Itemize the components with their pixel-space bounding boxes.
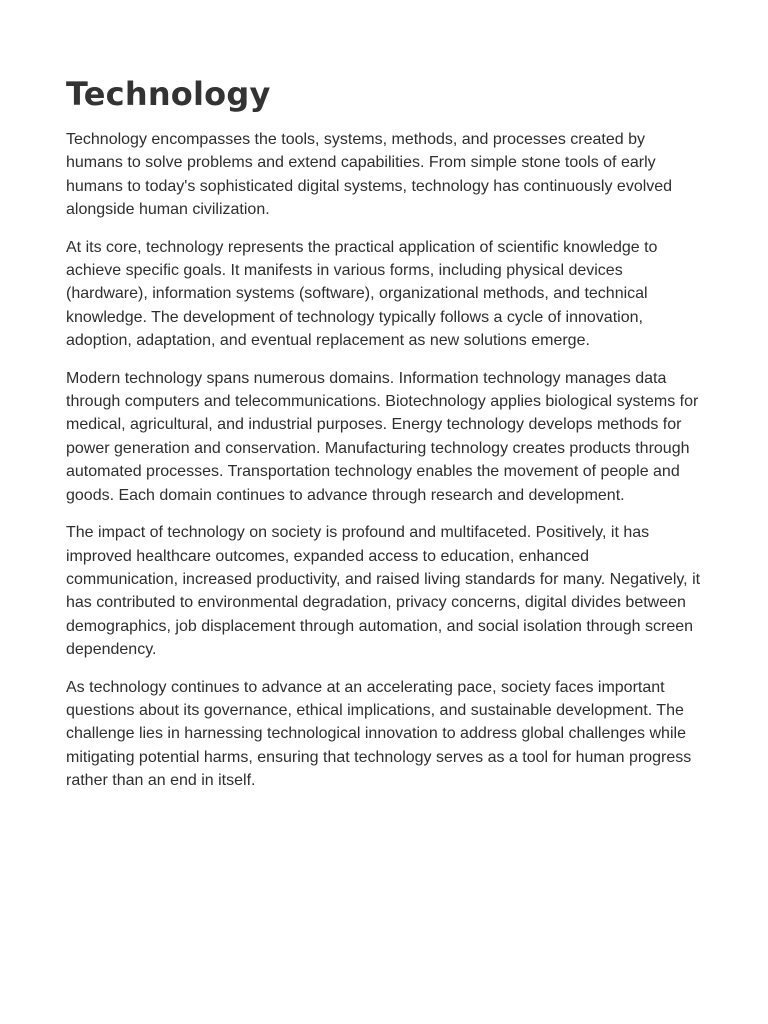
page-title: Technology — [66, 75, 271, 113]
paragraph-core-definition: At its core, technology represents the practical application of scientific knowledge to achieve specific goals. It manifests in various forms, including physical devices (hardware), information systems (software), organizational methods, and technical knowledge. The development of technology typically follows a cycle of innovation, adoption, adaptation, and eventual replacement as new solutions emerge. — [66, 238, 658, 350]
paragraph-introduction: Technology encompasses the tools, systems, methods, and processes created by humans to solve problems and extend capabilities. From simple stone tools of early humans to today's sophisticated digital systems, technology has continuously evolved alongside human civilization. — [66, 131, 673, 219]
paragraph-societal-impact: The impact of technology on society is profound and multifaceted. Positively, it has improved healthcare outcomes, expanded access to education, enhanced communication, increased productivity, and raised living standards for many. Negatively, it has contributed to environmental degradation, privacy concerns, digital divides between demographics, job displacement through automation, and social isolation through screen dependency. — [66, 524, 701, 659]
paragraph-future-challenges: As technology continues to advance at an accelerating pace, society faces important questions about its governance, ethical implications, and sustainable development. The challenge lies in harnessing technological innovation to address global challenges while mitigating potential harms, ensuring that technology serves as a tool for human progress rather than an end in itself. — [66, 678, 692, 790]
paragraph-modern-domains: Modern technology spans numerous domains. Information technology manages data through computers and telecommunications. Biotechnology applies biological systems for medical, agricultural, and industrial purposes. Energy technology develops methods for power generation and conservation. Manufacturing technology creates products through automated processes. Transportation technology enables the movement of people and goods. Each domain continues to advance through research and development. — [66, 369, 699, 504]
